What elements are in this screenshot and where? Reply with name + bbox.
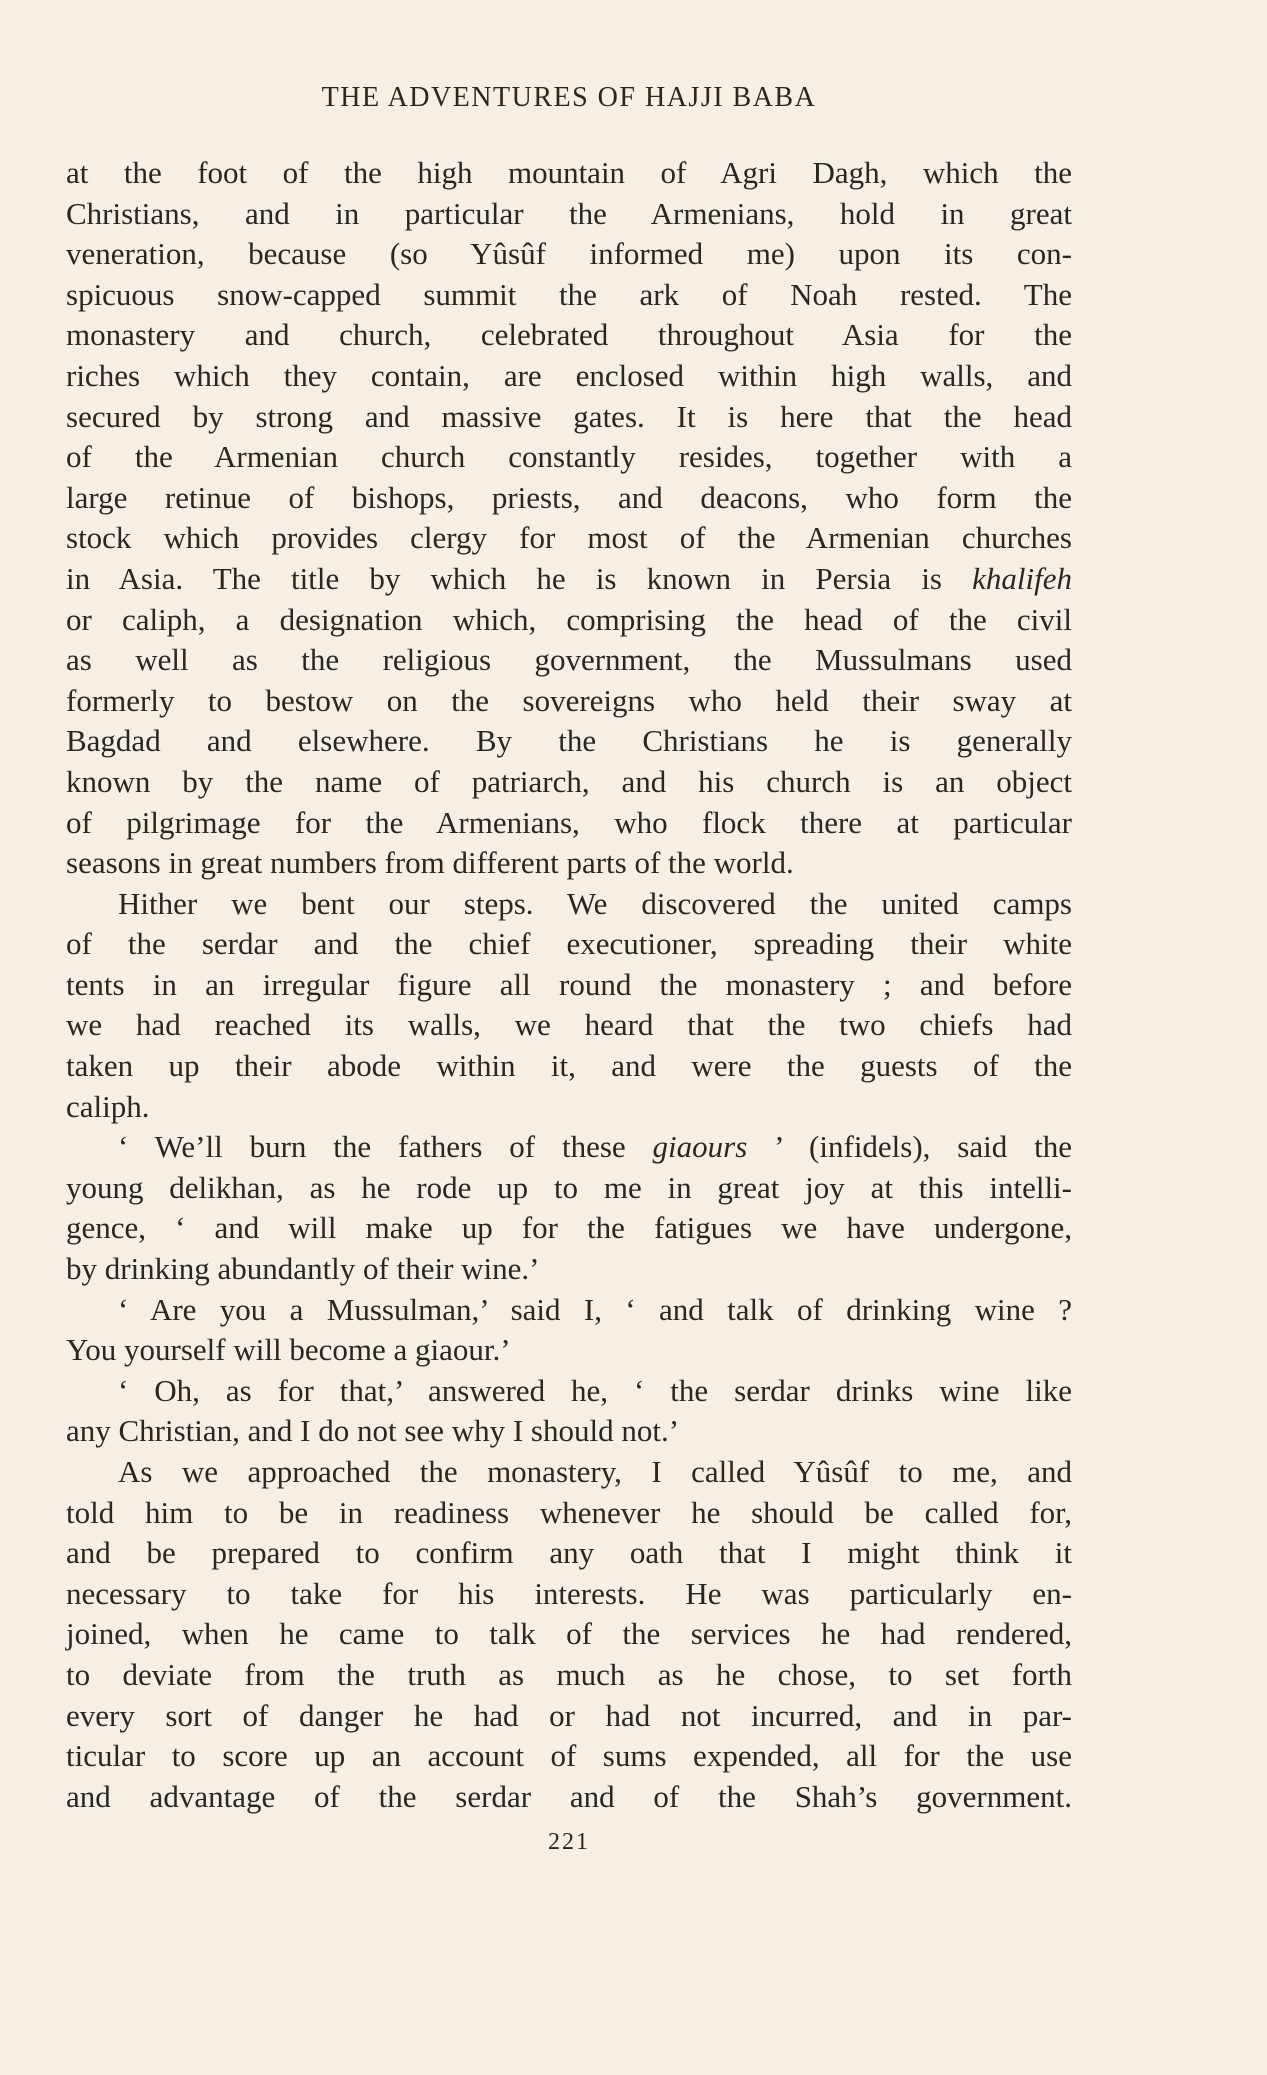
line-text: Christians, and in particular the Armenians, hold in great xyxy=(66,195,1072,231)
body-text xyxy=(66,153,1072,1817)
text-line xyxy=(66,1533,1072,1574)
text-line xyxy=(66,1127,1072,1168)
line-text: As we approached the monastery, I called Yûsûf to me, and xyxy=(118,1454,1072,1489)
text-line xyxy=(66,1168,1072,1209)
line-text: by drinking abundantly of their wine.’ xyxy=(66,1251,540,1287)
line-text: known by the name of patriarch, and his church is an object xyxy=(66,763,1072,799)
text-line xyxy=(66,153,1072,194)
line-text: taken up their abode within it, and were the guests of the xyxy=(66,1048,1072,1084)
text-line xyxy=(66,1208,1072,1249)
text-line xyxy=(66,884,1072,925)
line-text: riches which they contain, are enclosed within high walls, and xyxy=(66,357,1072,393)
text-line xyxy=(66,356,1072,397)
line-text: ‘ We’ll burn the fathers of these xyxy=(118,1129,653,1165)
text-line xyxy=(66,640,1072,681)
line-text: ticular to score up an account of sums expended, all for the use xyxy=(66,1738,1072,1774)
line-text: formerly to bestow on the sovereigns who held their sway at xyxy=(66,682,1072,718)
line-text: young delikhan, as he rode up to me in great joy at this intelli- xyxy=(66,1169,1072,1205)
line-text: monastery and church, celebrated throughout Asia for the xyxy=(66,317,1072,353)
text-line xyxy=(66,803,1072,844)
line-text: in Asia. The title by which he is known in Persia is xyxy=(66,560,973,596)
text-line xyxy=(66,1736,1072,1777)
text-line xyxy=(66,924,1072,965)
text-line xyxy=(66,437,1072,478)
text-line xyxy=(66,1087,1072,1128)
line-text: necessary to take for his interests. He was particularly en- xyxy=(66,1575,1072,1611)
text-line xyxy=(66,559,1072,600)
text-line xyxy=(66,1371,1072,1412)
line-text: of the serdar and the chief executioner, spreading their white xyxy=(66,926,1072,962)
text-line xyxy=(66,1005,1072,1046)
text-line xyxy=(66,1330,1072,1371)
line-text: spicuous snow-capped summit the ark of Noah rested. The xyxy=(66,276,1072,312)
text-line xyxy=(66,194,1072,235)
line-text: to deviate from the truth as much as he chose, to set forth xyxy=(66,1656,1072,1692)
text-line xyxy=(66,843,1072,884)
line-text: secured by strong and massive gates. It is here that the head xyxy=(66,398,1072,434)
text-line xyxy=(66,1574,1072,1615)
line-text: joined, when he came to talk of the services he had rendered, xyxy=(66,1616,1072,1652)
line-text: ‘ Are you a Mussulman,’ said I, ‘ and talk of drinking wine ? xyxy=(118,1291,1072,1327)
text-line xyxy=(66,681,1072,722)
line-text: we had reached its walls, we heard that the two chiefs had xyxy=(66,1007,1072,1043)
text-line xyxy=(66,1452,1072,1493)
line-text: every sort of danger he had or had not incurred, and in par- xyxy=(66,1697,1072,1733)
line-text: or caliph, a designation which, comprising the head of the civil xyxy=(66,601,1072,637)
line-text: of the Armenian church constantly resides, together with a xyxy=(66,439,1072,475)
text-line xyxy=(66,1290,1072,1331)
text-line xyxy=(66,1493,1072,1534)
text-line xyxy=(66,478,1072,519)
text-line xyxy=(66,762,1072,803)
text-line xyxy=(66,1411,1072,1452)
text-line xyxy=(66,518,1072,559)
line-text: Bagdad and elsewhere. By the Christians he is generally xyxy=(66,723,1072,759)
text-line xyxy=(66,275,1072,316)
line-text: at the foot of the high mountain of Agri Dagh, which the xyxy=(66,155,1072,190)
running-head: THE ADVENTURES OF HAJJI BABA xyxy=(321,82,817,113)
text-line xyxy=(66,721,1072,762)
line-text: seasons in great numbers from different parts of the world. xyxy=(66,845,794,881)
text-line xyxy=(66,1777,1072,1818)
text-line xyxy=(66,397,1072,438)
line-text: gence, ‘ and will make up for the fatigues we have undergone, xyxy=(66,1210,1072,1246)
line-text: any Christian, and I do not see why I should not.’ xyxy=(66,1413,680,1449)
text-line xyxy=(66,234,1072,275)
line-text: and advantage of the serdar and of the Shah’s government. xyxy=(66,1778,1072,1814)
line-text: and be prepared to confirm any oath that I might think it xyxy=(66,1535,1072,1571)
italic-term: khalifeh xyxy=(972,560,1072,596)
line-text: large retinue of bishops, priests, and deacons, who form the xyxy=(66,479,1072,515)
line-text: caliph. xyxy=(66,1088,150,1124)
text-line xyxy=(66,1655,1072,1696)
line-text: ‘ Oh, as for that,’ answered he, ‘ the serdar drinks wine like xyxy=(118,1372,1072,1408)
line-text-after: ’ (infidels), said the xyxy=(747,1129,1072,1165)
line-text: of pilgrimage for the Armenians, who flock there at particular xyxy=(66,804,1072,840)
line-text: stock which provides clergy for most of the Armenian churches xyxy=(66,520,1072,556)
text-line xyxy=(66,1614,1072,1655)
text-line xyxy=(66,600,1072,641)
line-text: veneration, because (so Yûsûf informed me) upon its con- xyxy=(66,236,1072,272)
text-line xyxy=(66,315,1072,356)
line-text: tents in an irregular figure all round the monastery ; and before xyxy=(66,966,1072,1002)
text-line xyxy=(66,1046,1072,1087)
page-number: 221 xyxy=(548,1829,590,1855)
line-text: Hither we bent our steps. We discovered the united camps xyxy=(118,885,1072,921)
text-line xyxy=(66,1696,1072,1737)
line-text: You yourself will become a giaour.’ xyxy=(66,1332,511,1368)
line-text: told him to be in readiness whenever he should be called for, xyxy=(66,1494,1072,1530)
line-text: as well as the religious government, the Mussulmans used xyxy=(66,642,1072,678)
text-line xyxy=(66,1249,1072,1290)
text-line xyxy=(66,965,1072,1006)
italic-term: giaours xyxy=(652,1129,748,1165)
